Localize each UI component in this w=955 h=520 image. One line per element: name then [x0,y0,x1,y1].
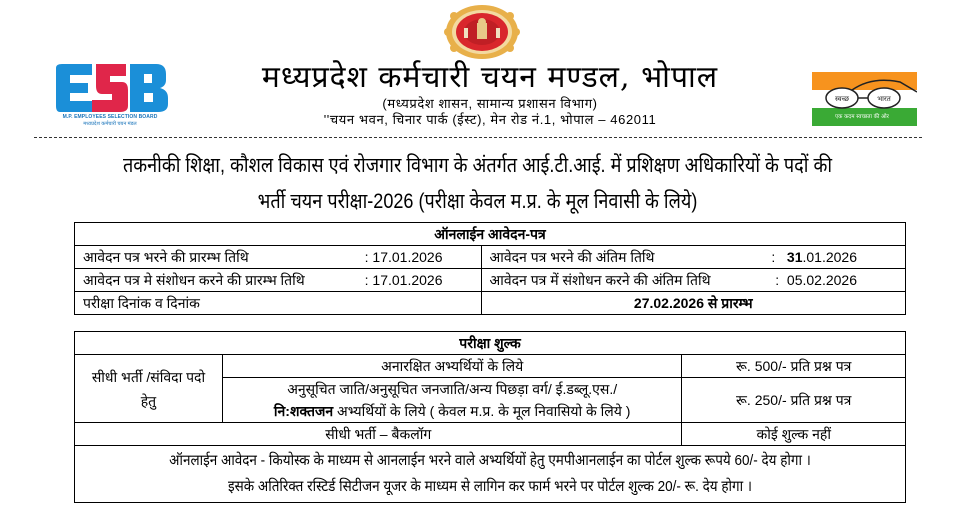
application-start-date: : 17.01.2026 [364,249,443,265]
online-application-heading: ऑनलाईन आवेदन-पत्र [75,223,906,246]
application-start-cell [75,246,482,269]
swachh-bharat-logo [812,72,917,126]
exam-fee-heading: परीक्षा शुल्क [75,332,906,355]
esb-logo-mark-icon [52,62,170,114]
unreserved-fee: रू. 500/- प्रति प्रश्न पत्र [682,355,906,378]
organization-title: मध्यप्रदेश कर्मचारी चयन मण्डल, भोपाल [261,60,719,95]
swachh-bharat-glasses-icon [812,72,917,126]
application-start-label: आवेदन पत्र भरने की प्रारम्भ तिथि [83,249,249,265]
application-end-cell [481,246,905,269]
organization-department: (मध्यप्रदेश शासन, सामान्य प्रशासन विभाग) [382,96,598,111]
table-row [75,423,906,446]
table-row [75,355,906,378]
portal-fee-note-line2: इसके अतिरिक्त रस्टिर्ड सिटीजन यूजर के माध्यम से लागिन कर फार्म भरने पर पोर्टल शुल्क 20/- रू. देय होगा । [228,478,752,495]
portal-fee-note [75,446,906,503]
esb-caption-hindi: मध्यप्रदेश कर्मचारी चयन मंडल [83,121,137,127]
notice-title-line1: तकनीकी शिक्षा, कौशल विकास एवं रोजगार विभाग के अंतर्गत आई.टी.आई. में प्रशिक्षण अधिकारियों के पदों की [122,154,833,177]
svg-text:स्वच्छ: स्वच्छ [834,95,850,103]
application-end-date: : 31.01.2026 [771,249,857,265]
correction-end-label: आवेदन पत्र में संशोधन करने की अंतिम तिथि [489,272,711,288]
correction-start-label: आवेदन पत्र मे संशोधन करने की प्रारम्भ तिथि [83,272,305,288]
correction-start-cell [75,269,482,292]
government-emblem-icon [444,4,520,60]
exam-date-label: परीक्षा दिनांक व दिनांक [75,292,482,315]
notice-title-line2 [84,188,871,216]
exam-date-value: 27.02.2026 से प्रारम्भ [481,292,905,315]
esb-caption-english: M.P. EMPLOYEES SELECTION BOARD [62,114,158,120]
unreserved-candidates-label: अनारक्षित अभ्यर्थियों के लिये [222,355,682,378]
exam-fee-table [74,331,906,503]
esb-logo [46,62,174,132]
organization-address: ''चयन भवन, चिनार पार्क (ईस्ट), मेन रोड नं.1, भोपाल – 462011 [323,112,657,127]
notice-title-exam: भर्ती चयन परीक्षा-2026 [257,190,414,213]
direct-recruitment-category: सीधी भर्ती /संविदा पदो हेतु [75,355,223,423]
backlog-label: सीधी भर्ती – बैकलॉग [75,423,682,446]
application-end-label: आवेदन पत्र भरने की अंतिम तिथि [489,249,655,265]
mp-emblem [444,4,520,60]
notice-title-eligibility: (परीक्षा केवल म.प्र. के मूल निवासी के लिये) [413,190,698,213]
svg-text:एक कदम स्वच्छता की ओर: एक कदम स्वच्छता की ओर [835,114,889,120]
correction-start-date: : 17.01.2026 [364,272,443,288]
backlog-fee: कोई शुल्क नहीं [682,423,906,446]
correction-end-cell [481,269,905,292]
reserved-fee: रू. 250/- प्रति प्रश्न पत्र [682,378,906,423]
header-divider [34,137,922,138]
reserved-candidates-label: अनुसूचित जाति/अनुसूचित जनजाति/अन्य पिछड़ा वर्ग/ ई.डब्लू.एस./ नि:शक्तजन अभ्यर्थियों के लिये ( केवल म.प्र. के मूल निवासियो के लिये ) [222,378,682,423]
online-application-table [74,222,906,315]
table-row [75,269,906,292]
svg-text:भारत: भारत [877,95,891,103]
table-row [75,246,906,269]
correction-end-date: : 05.02.2026 [775,272,857,288]
table-row [75,292,906,315]
table-row [75,446,906,503]
portal-fee-note-line1: ऑनलाईन आवेदन - कियोस्क के माध्यम से आनलाईन भरने वाले अभ्यर्थियों हेतु एमपीआनलाईन का पोर्टल शुल्क रूपये 60/- देय होगा । [169,452,811,469]
